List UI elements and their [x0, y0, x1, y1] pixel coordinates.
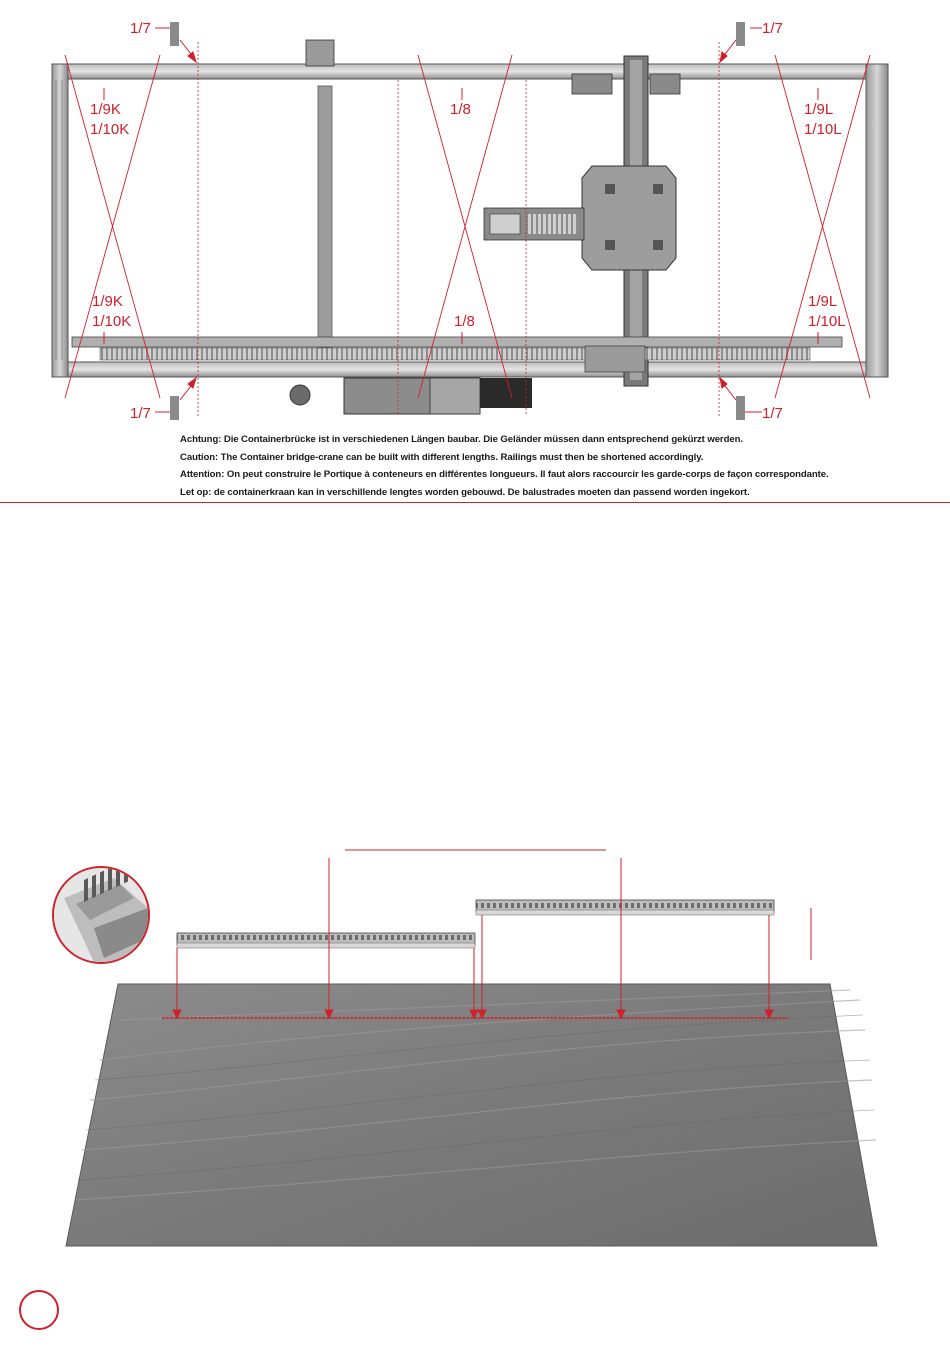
crane-top-view: [0, 0, 950, 430]
note-english: Caution: The Container bridge-crane can be built with different lengths. Railings must then be shortened accordingly.: [180, 451, 704, 463]
label-lower-right-1-10l: 1/10L: [808, 313, 846, 330]
label-upper-center-1-8: 1/8: [450, 101, 471, 118]
label-lower-right-1-9l: 1/9L: [808, 293, 838, 310]
label-top-right-1-7: 1/7: [762, 20, 783, 37]
caution-notes: [180, 431, 880, 501]
label-lower-left-1-9k: 1/9K: [92, 293, 123, 310]
placement-arrows: [0, 940, 950, 1030]
label-lower-center-1-8: 1/8: [454, 313, 475, 330]
label-top-left-1-7: 1/7: [130, 20, 151, 37]
label-bottom-right-1-7: 1/7: [762, 405, 783, 422]
note-german: Achtung: Die Containerbrücke ist in verschiedenen Längen baubar. Die Geländer müssen dann entsprechend gekürzt werden.: [180, 434, 743, 445]
page-number-circle: [19, 1290, 59, 1330]
label-lower-left-1-10k: 1/10K: [92, 313, 132, 330]
note-french: Attention: On peut construire le Portique à conteneurs en différentes longueurs. Il faut alors raccourcir les garde-corps de façon correspondante.: [180, 469, 829, 480]
label-upper-left-1-10k: 1/10K: [90, 121, 130, 138]
label-upper-left-1-9k: 1/9K: [90, 101, 121, 118]
note-dutch: Let op: de containerkraan kan in verschillende lengtes worden gebouwd. De balustrades moeten dan passend worden ingekort.: [180, 486, 750, 498]
label-upper-right-1-9l: 1/9L: [804, 101, 834, 118]
trolley-cabin: [484, 166, 676, 270]
label-bottom-left-1-7: 1/7: [130, 405, 151, 422]
label-upper-right-1-10l: 1/10L: [804, 121, 842, 138]
section-divider: [0, 502, 950, 503]
